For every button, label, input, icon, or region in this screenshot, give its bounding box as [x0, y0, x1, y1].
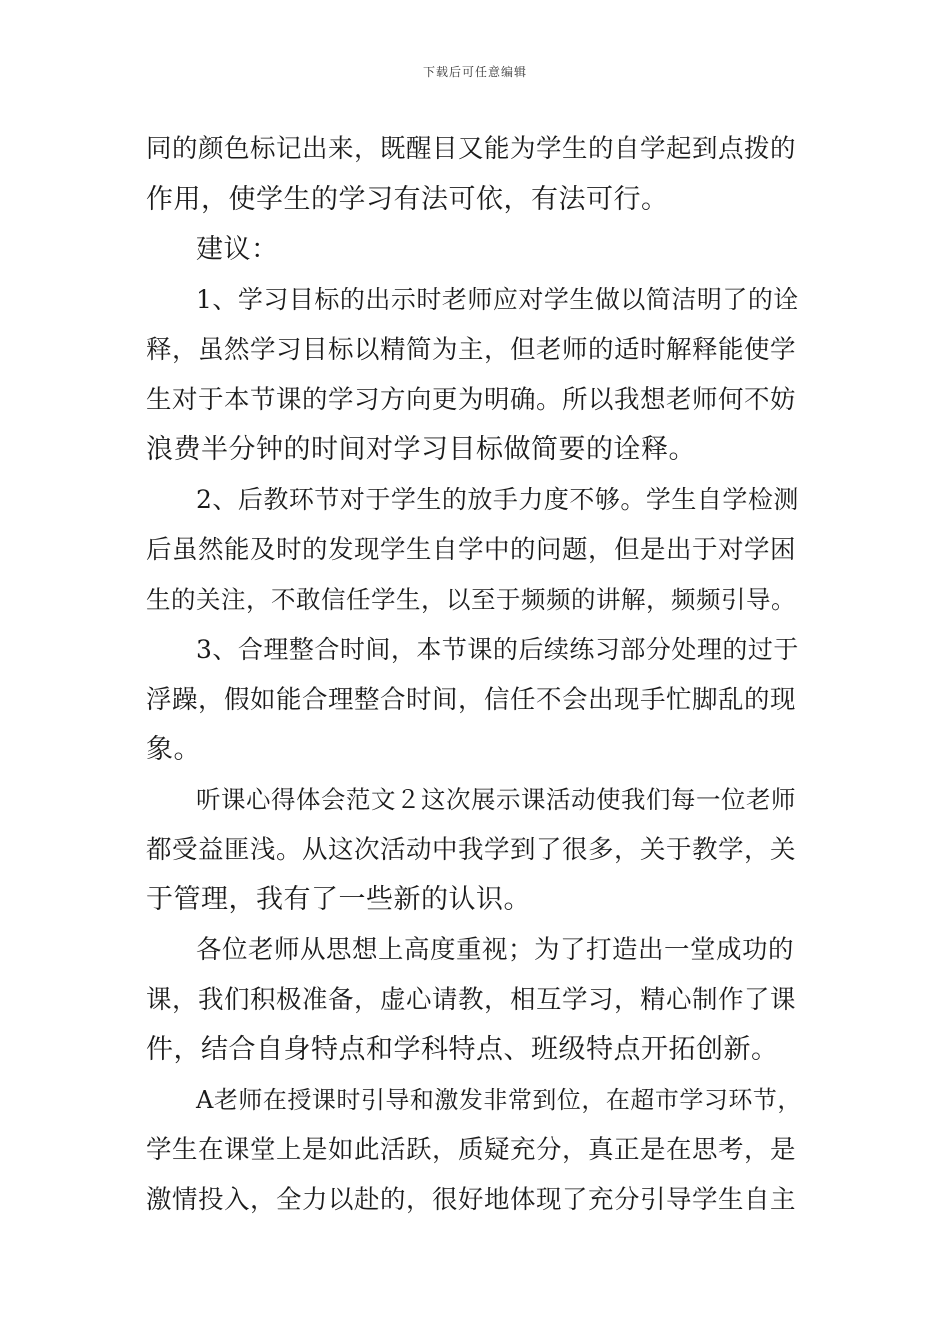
text-line: 释，虽然学习目标以精简为主，但老师的适时解释能使学 [146, 335, 797, 365]
text-line: 象。 [146, 734, 201, 765]
text-line: 同的颜色标记出来，既醒目又能为学生的自学起到点拨的 [146, 134, 797, 164]
text-line: 浪费半分钟的时间对学习目标做简要的诠释。 [146, 434, 696, 465]
text-line: 2、后教环节对于学生的放手力度不够。学生自学检测 [196, 485, 799, 514]
text-line: 建议： [196, 234, 279, 265]
text-line: 于管理，我有了一些新的认识。 [146, 884, 531, 915]
text-line: 1、学习目标的出示时老师应对学生做以简洁明了的诠 [196, 285, 799, 314]
text-line: 生对于本节课的学习方向更为明确。所以我想老师何不妨 [146, 385, 797, 415]
text-line: 听课心得体会范文２这次展示课活动使我们每一位老师 [196, 785, 796, 814]
text-line: 件，结合自身特点和学科特点、班级特点开拓创新。 [146, 1034, 779, 1065]
text-line: A老师在授课时引导和激发非常到位，在超市学习环节， [196, 1086, 802, 1114]
text-line: 激情投入，全力以赴的，很好地体现了充分引导学生自主 [146, 1185, 797, 1215]
text-line: 都受益匪浅。从这次活动中我学到了很多，关于教学，关 [146, 835, 797, 865]
text-line: 各位老师从思想上高度重视；为了打造出一堂成功的 [196, 935, 795, 965]
text-line: 作用，使学生的学习有法可依，有法可行。 [146, 184, 669, 215]
page-header-note: 下载后可任意编辑 [422, 65, 527, 79]
text-line: 后虽然能及时的发现学生自学中的问题，但是出于对学困 [146, 535, 797, 565]
text-line: 浮躁，假如能合理整合时间，信任不会出现手忙脚乱的现 [146, 685, 797, 715]
text-line: 学生在课堂上是如此活跃，质疑充分，真正是在思考，是 [146, 1135, 797, 1165]
text-line: 3、合理整合时间，本节课的后续练习部分处理的过于 [196, 635, 799, 664]
text-line: 课，我们积极准备，虚心请教，相互学习，精心制作了课 [146, 985, 797, 1015]
text-line: 生的关注，不敢信任学生，以至于频频的讲解，频频引导。 [146, 585, 796, 614]
